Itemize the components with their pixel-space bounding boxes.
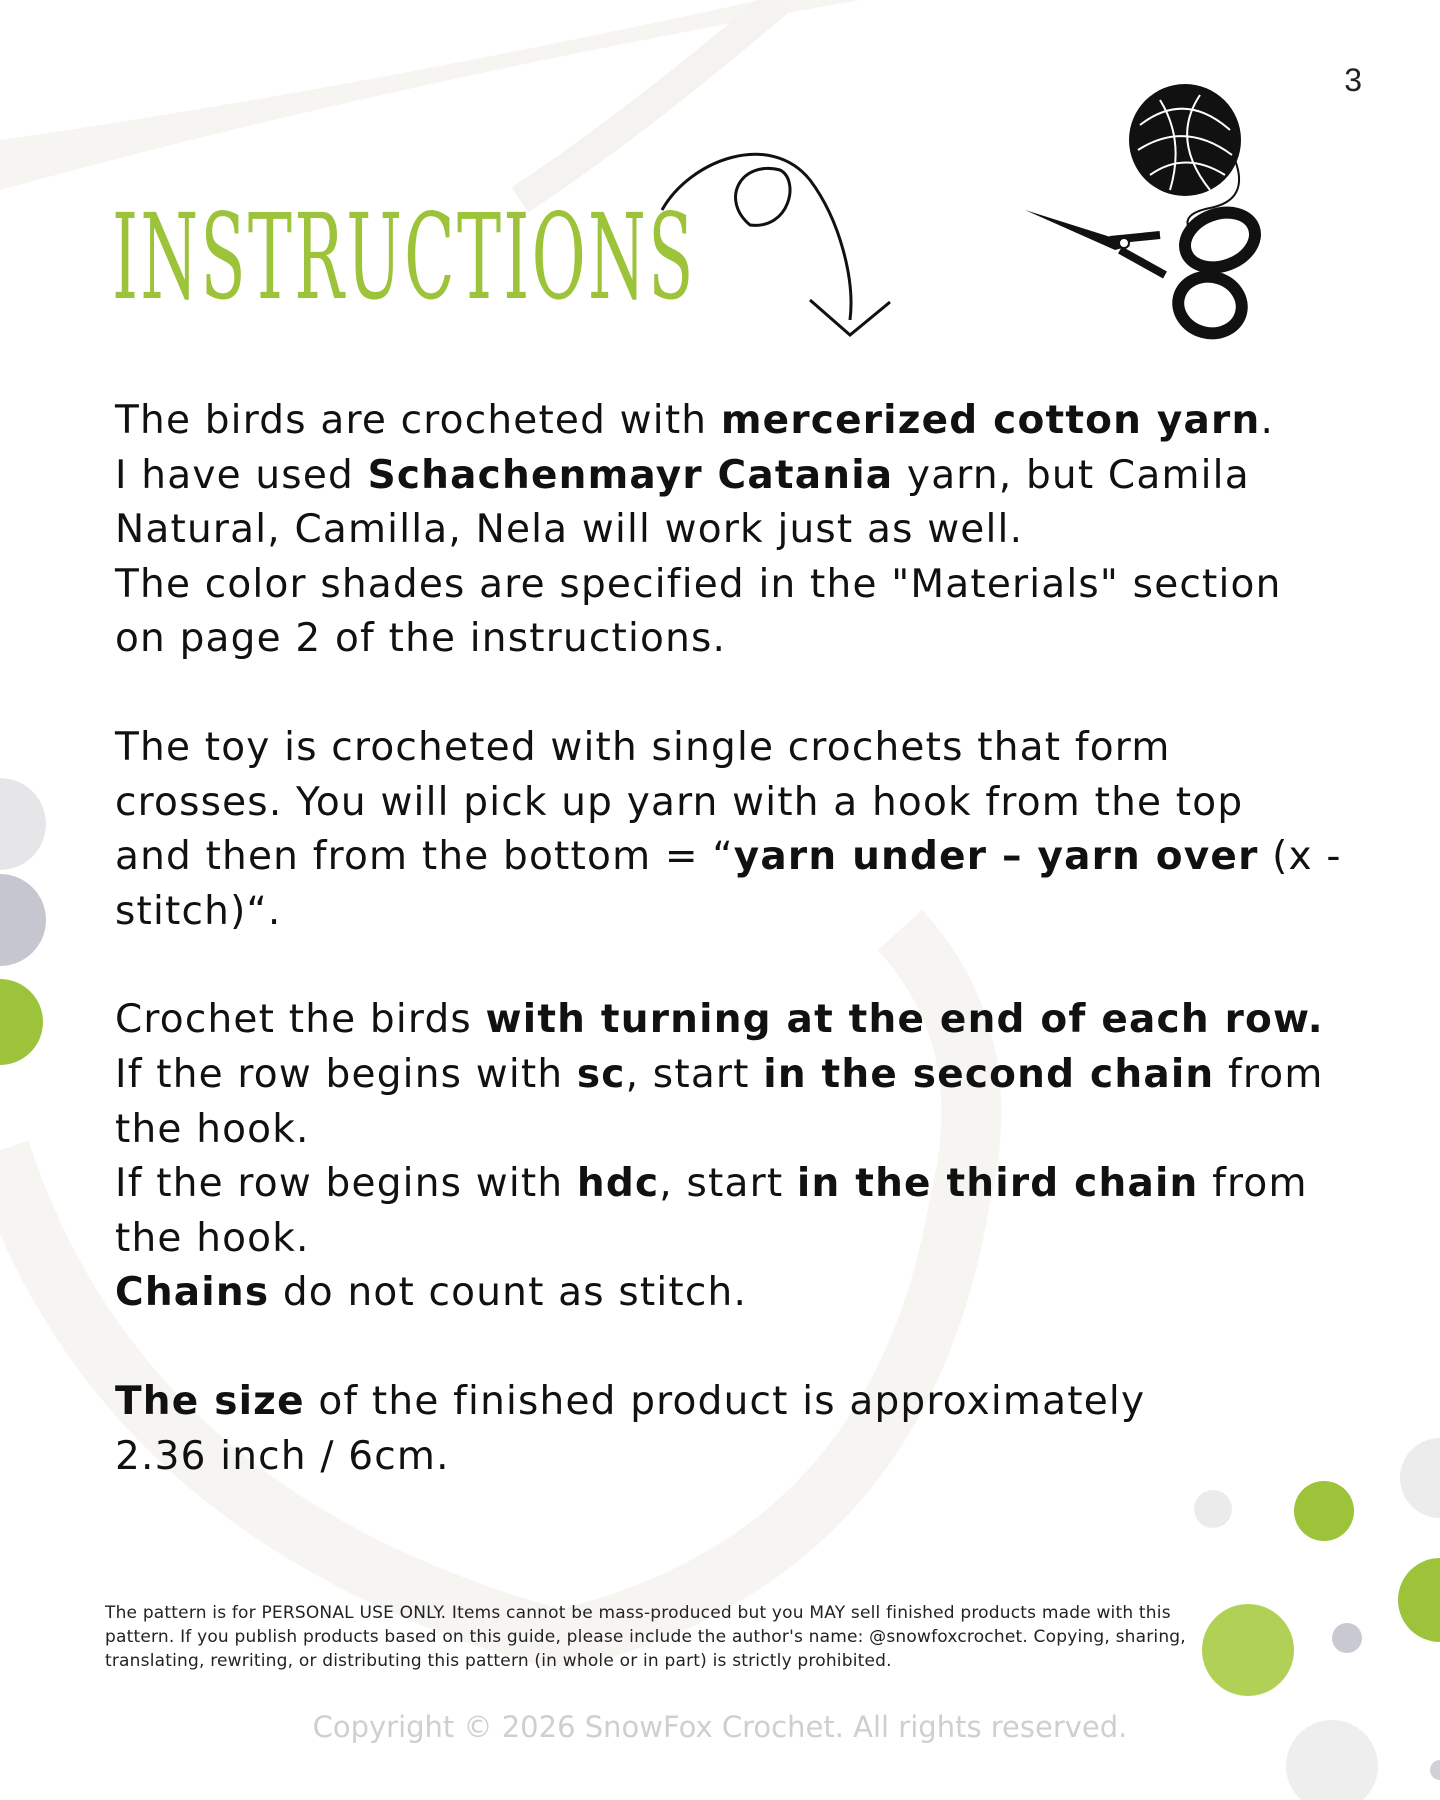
text: (x -: [1258, 834, 1342, 880]
text: from: [1214, 1051, 1324, 1097]
text: I have used: [115, 452, 368, 498]
dot-right-4: [1398, 1558, 1440, 1642]
text: The birds are crocheted with: [115, 398, 721, 443]
text: stitch)“.: [115, 888, 282, 934]
yarn-scissors-illustration: [1020, 80, 1280, 350]
bold-text: sc: [576, 1051, 626, 1097]
scissors-icon: [1025, 203, 1263, 340]
dot-left-3: [0, 979, 43, 1065]
page-number: 3: [1344, 62, 1362, 98]
legal-notice: [105, 1601, 1335, 1673]
legal-line: translating, rewriting, or distributing this pattern (in whole or in part) is strictly prohibited.: [105, 1651, 892, 1671]
text: on page 2 of the instructions.: [115, 616, 727, 662]
text: 2.36 inch / 6cm.: [115, 1433, 450, 1479]
dot-left-1: [0, 778, 46, 870]
page-title: INSTRUCTIONS: [112, 188, 696, 326]
text: the hook.: [115, 1106, 310, 1152]
instructions-body: [115, 394, 1345, 1538]
text: and then from the bottom = “: [115, 834, 734, 880]
text: The toy is crocheted with single crochets that form: [115, 724, 1171, 770]
bold-text: Chains: [115, 1270, 270, 1316]
text: Crochet the birds: [115, 997, 486, 1043]
bold-text: Schachenmayr Catania: [367, 452, 894, 498]
legal-line: pattern. If you publish products based on this guide, please include the author's name: @snowfoxcrochet. Copying, sharing,: [105, 1627, 1186, 1647]
text: , start: [659, 1161, 797, 1207]
text: The color shades are specified in the "Materials" section: [115, 561, 1282, 607]
text: from: [1198, 1161, 1308, 1207]
bold-text: The size: [115, 1378, 305, 1424]
dot-left-2: [0, 874, 46, 966]
text: .: [1260, 398, 1275, 443]
text: the hook.: [115, 1215, 310, 1261]
dot-right-3: [1400, 1438, 1440, 1518]
paragraph-size: [115, 1375, 1345, 1484]
bold-text: hdc: [576, 1161, 660, 1207]
dot-right-8: [1430, 1760, 1440, 1780]
text: do not count as stitch.: [269, 1270, 748, 1316]
legal-line: The pattern is for PERSONAL USE ONLY. Items cannot be mass-produced but you MAY sell finished products made with this: [105, 1603, 1171, 1623]
text: of the finished product is approximately: [304, 1378, 1146, 1424]
bold-text: with turning at the end of each row.: [485, 997, 1324, 1043]
text: If the row begins with: [115, 1161, 577, 1207]
copyright-notice: Copyright © 2026 SnowFox Crochet. All rights reserved.: [312, 1710, 1128, 1744]
dot-right-5: [1332, 1623, 1362, 1653]
text: If the row begins with: [115, 1051, 577, 1097]
bold-text: in the second chain: [763, 1051, 1215, 1097]
text: , start: [625, 1051, 764, 1097]
text: yarn, but Camila: [893, 452, 1250, 498]
text: Natural, Camilla, Nela will work just as well.: [115, 507, 1024, 553]
text: crosses. You will pick up yarn with a hook from the top: [115, 779, 1244, 825]
paragraph-yarn: [115, 394, 1345, 667]
bold-text: mercerized cotton yarn: [720, 398, 1261, 443]
curved-arrow-icon: [650, 140, 910, 350]
paragraph-turning: [115, 993, 1345, 1321]
bold-text: in the third chain: [796, 1161, 1199, 1207]
bold-text: yarn under – yarn over: [733, 834, 1259, 880]
paragraph-stitch: [115, 721, 1345, 939]
